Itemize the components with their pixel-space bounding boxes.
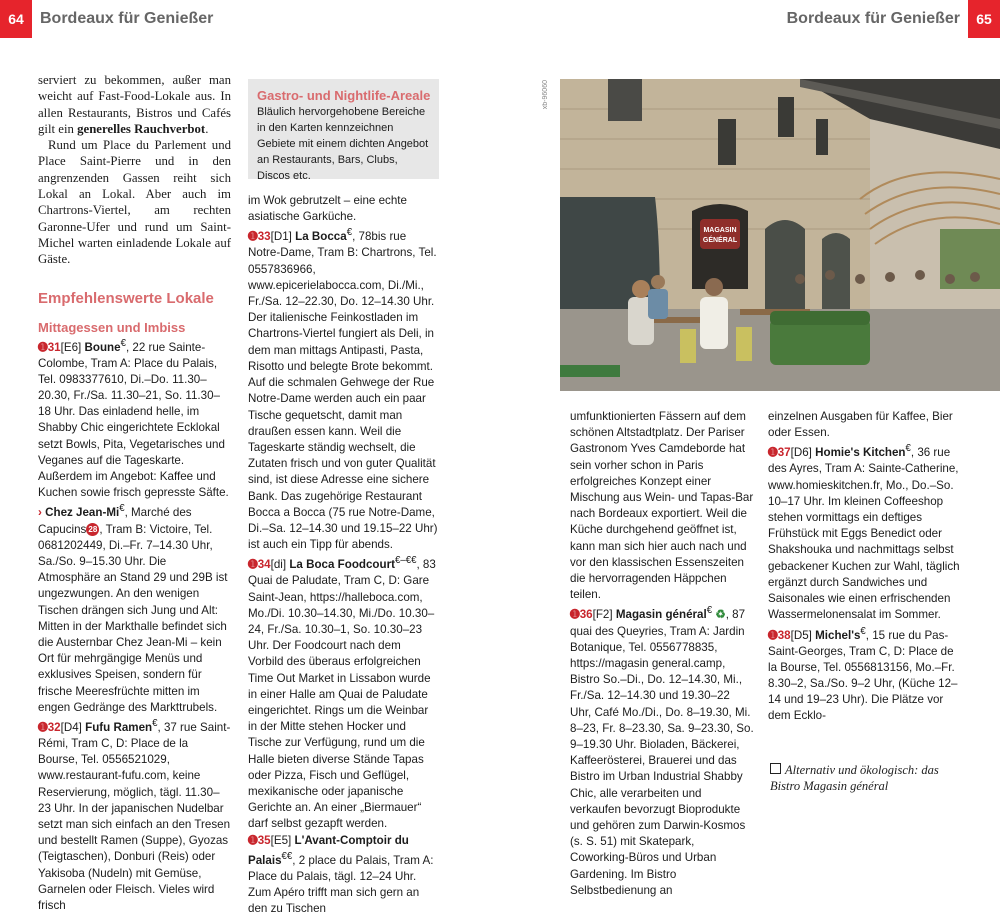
- continuation-text: einzelnen Ausgaben für Kaffee, Bier oder Essen.: [768, 410, 953, 440]
- location-marker-icon: ➊: [248, 833, 258, 847]
- location-marker-icon: ➊: [38, 340, 48, 354]
- running-header-left: Bordeaux für Genießer: [40, 10, 214, 27]
- location-marker-icon: ➊: [38, 720, 48, 734]
- photo-credit: xb-96060: [542, 80, 549, 110]
- info-box-title: Gastro- und Nightlife-Areale: [257, 88, 431, 103]
- location-marker-icon: ➊: [248, 558, 258, 572]
- location-marker-icon: ➊: [768, 628, 778, 642]
- section-heading: Empfehlenswerte Lokale: [38, 289, 214, 307]
- photo-caption-icon: [770, 763, 781, 774]
- photo-magasin-general: [560, 79, 1000, 391]
- running-header-right: Bordeaux für Genießer: [786, 10, 960, 27]
- location-marker-icon: ➊: [570, 608, 580, 622]
- entry-31: ➊31[E6] Boune€, 22 rue Sainte-Colombe, Tram A: Place du Palais, Tel. 0983377610, Di.–Do. 11.30–20.30, Fr./Sa. 11.30–21, So. 11.30–18 Uhr. Das einladend helle, im Shabby Chic eingerichtete Ecklokal setzt Bowls, Pita, Vegetarisches und Veganes auf die Tageskarte. Außerdem im Angebot: Kaffee und Kuchen sowie frisch gepresste Säfte.: [38, 337, 229, 500]
- location-marker-icon: ➊: [248, 230, 258, 244]
- subsection-heading: Mittagessen und Imbiss: [38, 319, 186, 335]
- arrow-marker-icon: ›: [38, 506, 42, 520]
- entry-37: ➊37[D6] Homie's Kitchen€, 36 rue des Ayres, Tram A: Sainte-Catherine, www.homieskitchen.fr, Mo., Do.–So. 10–17 Uhr. Im kleinen Coffeeshop stehen vormittags ein deftiges Frühstück mit Eggs Benedict oder Shakshouka und nachmittags selbst gebackener Kuchen zur Wahl, täglich ergänzt durch Sandwiches und Saisonales wie einen erfrischenden Wassermelonensalat im Sommer.: [768, 443, 960, 622]
- photo-caption: Alternativ und ökologisch: das Bistro Magasin général: [770, 763, 939, 793]
- column-1: [38, 72, 231, 914]
- intro-text: serviert zu bekommen, außer man weicht auf Fast-Food-Lokale aus. In allen Restaurants, Bistros und Cafés gilt ein generelles Rauchverbot. Rund um Place du Parlement und Place Saint-Pierre und in den angrenzenden Gassen reiht sich Lokal an Lokal. Aber auch im Chartrons-Viertel, am rechten Garonne-Ufer und rund um Saint-Michel warten einladende Lokale auf Gäste.: [38, 73, 231, 267]
- entry-32: ➊32[D4] Fufu Ramen€, 37 rue Saint-Rémi, Tram C, D: Place de la Bourse, Tel. 0556521029, www.restaurant-fufu.com, keine Reservierung, möglich, tägl. 11.30–23 Uhr. In der japanischen Nudelbar setzt man sich einfach an den Tresen und bestellt Ramen (Suppe), Gyozas (Teigtaschen), Donburi (Reis) oder Yakisoba (Nudeln) mit Gemüse, Garnelen oder Fleisch. Vieles wird frisch: [38, 717, 231, 913]
- sign-text-1: MAGASIN: [703, 227, 737, 234]
- eco-leaf-icon: ♻: [715, 608, 726, 622]
- sign-text-2: GÉNÉRAL: [702, 237, 738, 244]
- page-number-left: 64: [0, 0, 32, 38]
- entry-38: ➊38[D5] Michel's€, 15 rue du Pas-Saint-Georges, Tram C, D: Place de la Bourse, Tel. 0556813156, Mo.–Fr. 8.30–2, Sa./So. 9–2 Uhr, (Küche 12–14 und 19–23 Uhr). Die Plätze vor dem Ecklo-: [768, 625, 958, 723]
- entry-33: ➊33[D1] La Bocca€, 78bis rue Notre-Dame, Tram B: Chartrons, Tel. 0557836966, www.epicerielabocca.com, Di./Mi., Fr./Sa. 12–22.30, Do. 12–14.30 Uhr. Der italienische Feinkostladen im Chartrons-Viertel fungiert als Deli, in dem man mittags Antipasti, Pasta, Risotto und belegte Brote bekommt. Auf die schmalen Gehwege der Rue Notre-Dame werden auch ein paar Tische gequetscht, damit man draußen essen kann. Weil die Tageskarte ständig wechselt, die Zutaten frisch und von guter Qualität sind, ist diese Adresse eine sichere Bank. Das zugehörige Restaurant Bocca a Bocca (75 rue Notre-Dame, Di.–Sa. 12–14.30 und 19.15–22 Uhr) ist auch ein Tipp für abends.: [248, 227, 438, 552]
- location-marker-icon: ➊: [768, 446, 778, 460]
- entry-34: ➊34[di] La Boca Foodcourt€–€€, 83 Quai de Paludate, Tram C, D: Gare Saint-Jean, https://halleboca.com, Mo./Di. 10.30–14.30, Mi./Do. 10.30–24, Fr./Sa. 10.30–1, So. 10.30–23 Uhr. Der Foodcourt nach dem Vorbild des überaus erfolgreichen Time Out Market in Lissabon wurde in einer Halle am Quai de Paludate eingerichtet. Rings um die Weinbar in der Mitte stehen Hocker und Tische zur Verfügung, rund um die Halle bieten diverse Stände Tapas oder Pizza, Fisch und Geflügel, mexikanische oder japanische Gerichte an. An einer „Biermauer“ darf selbst gezapft werden.: [248, 555, 436, 831]
- column-3: [570, 409, 754, 899]
- entry-35: ➊35[E5] L'Avant-Comptoir du Palais€€, 2 place du Palais, Tram A: Place du Palais, tägl. 12–24 Uhr. Zum Apéro trifft man sich gern an den zu Tischen: [248, 833, 434, 916]
- column-4: [768, 409, 962, 725]
- map-ref-circle: 28: [86, 523, 99, 536]
- entry-chez-jean-mi: › Chez Jean-Mi€, Marché des Capucins 28 , Tram B: Victoire, Tel. 0681202449, Di.–Fr. 7–14.30 Uhr, Sa./So. 9–15.30 Uhr. Die Atmosphäre an Stand 29 und 29B ist ungezwungen. An den wenigen Tischen drängen sich Jung und Alt: Mitten in der Markthalle befindet sich die Austernbar Chez Jean-Mi – kein Ort für mehrgängige Menüs und exklusives Speisen, sondern für frische Meeresfrüchte mitten im engen Gedränge des Markttrubels.: [38, 503, 228, 714]
- entry-36: ➊36[F2] Magasin général€ ♻, 87 quai des Queyries, Tram A: Jardin Botanique, Tel. 0556778835, https://magasin general.camp, Bistro So.–Di., Do. 12–14.30, Mi., Fr./Sa. 12–14.30 und 19.30–22 Uhr, Café Mo./Di., Do. 8–19.30, Mi. 8–23, Fr. 8–23.30, Sa. 9–23.30, So. 9–19.30 Uhr. Bioladen, Bäckerei, Kaffeerösterei, Brauerei und das Bistro im Urban Industrial Shabby Chic, alle verarbeiten und verkaufen bevorzugt Bioprodukte und gehören zum Darwin-Kosmos (s. S. 51) mit Skatepark, Coworking-Büros und Urban Gardening. Im Bistro Selbstbedienung an: [570, 605, 754, 897]
- column-2: [248, 193, 439, 918]
- info-box: [248, 79, 439, 182]
- continuation-text: umfunktionierten Fässern auf dem schönen Altstadtplatz. Der Pariser Gastronom Yves Camdeborde hat sein vorher schon in Paris erfolgreiches Konzept einer Mischung aus Wein- und Tapas-Bar nach Bordeaux exportiert. Weil die Küche durchgehend geöffnet ist, kann man sich hier auch nach und vor den klassischen Essenszeiten die hervorragenden Häppchen teilen.: [570, 410, 754, 602]
- continuation-text: im Wok gebrutzelt – eine echte asiatische Garküche.: [248, 194, 407, 224]
- page-number-right: 65: [968, 0, 1000, 38]
- info-box-text: Bläulich hervorgehobene Bereiche in den Karten kennzeichnen Gebiete mit einem dichten Angebot an Restaurants, Bars, Clubs, Discos etc.: [257, 106, 429, 182]
